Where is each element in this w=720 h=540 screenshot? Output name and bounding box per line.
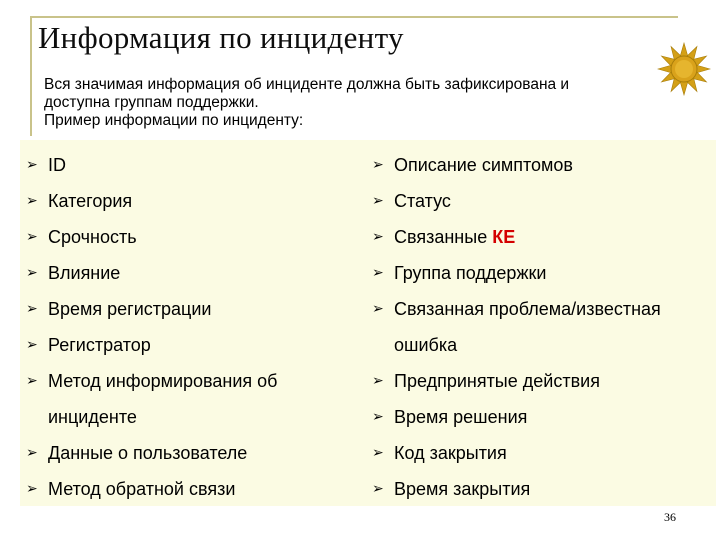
list-item	[26, 442, 247, 464]
item-registration-time: Время регистрации	[48, 299, 212, 319]
list-item	[372, 478, 530, 500]
list-item	[26, 226, 137, 248]
bullet-arrow-icon: ➢	[26, 373, 38, 389]
bullet-arrow-icon: ➢	[372, 301, 384, 317]
item-related: Связанные	[394, 227, 488, 247]
item-actions-taken: Предпринятые действия	[394, 371, 600, 391]
item-ci-highlight: КЕ	[492, 227, 516, 247]
list-item	[372, 370, 600, 392]
item-symptoms: Описание симптомов	[394, 155, 573, 175]
page-number: 36	[664, 510, 676, 524]
intro-line: Вся значимая информация об инциденте должна быть зафиксирована и	[44, 76, 570, 93]
intro-line: доступна группам поддержки.	[44, 94, 259, 111]
list-item	[372, 226, 515, 248]
list-item	[372, 154, 573, 176]
list-item	[26, 262, 120, 284]
list-item	[372, 262, 546, 284]
bullet-arrow-icon: ➢	[372, 193, 384, 209]
bullet-arrow-icon: ➢	[26, 337, 38, 353]
slide-title: Информация по инциденту	[38, 20, 404, 55]
bullet-arrow-icon: ➢	[372, 229, 384, 245]
item-impact: Влияние	[48, 263, 121, 283]
item-support-group: Группа поддержки	[394, 263, 547, 283]
item-id: ID	[48, 155, 66, 175]
list-item	[26, 370, 277, 392]
sun-icon	[657, 42, 711, 96]
bullet-arrow-icon: ➢	[26, 229, 38, 245]
list-item	[26, 190, 132, 212]
bullet-arrow-icon: ➢	[26, 301, 38, 317]
bullet-arrow-icon: ➢	[372, 373, 384, 389]
item-status: Статус	[394, 191, 451, 211]
item-closure-time: Время закрытия	[394, 479, 531, 499]
item-resolution-time: Время решения	[394, 407, 528, 427]
item-related-problem: Связанная проблема/известная	[394, 299, 661, 319]
item-notification-method-cont: инциденте	[48, 407, 137, 427]
bullet-arrow-icon: ➢	[372, 265, 384, 281]
intro-text	[44, 76, 664, 130]
list-item	[26, 478, 235, 500]
list-item-continuation	[394, 334, 457, 356]
item-notification-method: Метод информирования об	[48, 371, 278, 391]
bullet-arrow-icon: ➢	[26, 481, 38, 497]
item-feedback-method: Метод обратной связи	[48, 479, 236, 499]
bullet-arrow-icon: ➢	[372, 157, 384, 173]
bullet-arrow-icon: ➢	[26, 265, 38, 281]
intro-line: Пример информации по инциденту:	[44, 112, 304, 129]
list-item	[26, 334, 151, 356]
bullet-arrow-icon: ➢	[372, 445, 384, 461]
list-item-continuation	[48, 406, 137, 428]
list-item	[372, 406, 527, 428]
list-item	[26, 154, 66, 176]
bullet-arrow-icon: ➢	[26, 157, 38, 173]
bullet-arrow-icon: ➢	[372, 409, 384, 425]
bullet-arrow-icon: ➢	[26, 193, 38, 209]
bullet-arrow-icon: ➢	[26, 445, 38, 461]
item-closure-code: Код закрытия	[394, 443, 507, 463]
bullet-arrow-icon: ➢	[372, 481, 384, 497]
item-registrar: Регистратор	[48, 335, 151, 355]
list-item	[26, 298, 211, 320]
item-related-problem-cont: ошибка	[394, 335, 458, 355]
list-item	[372, 442, 507, 464]
list-item	[372, 190, 451, 212]
list-item	[372, 298, 661, 320]
item-user-data: Данные о пользователе	[48, 443, 248, 463]
item-category: Категория	[48, 191, 133, 211]
item-urgency: Срочность	[48, 227, 137, 247]
